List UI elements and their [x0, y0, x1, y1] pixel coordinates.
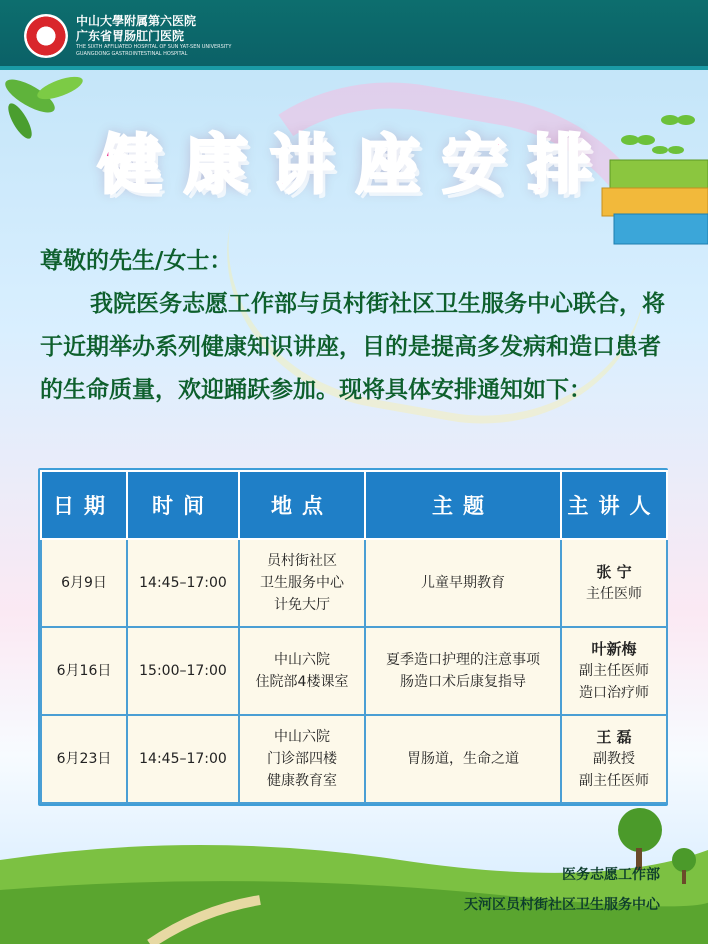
cell-topic [365, 539, 561, 627]
cell-speaker [561, 627, 667, 715]
place-line: 卫生服务中心 [260, 575, 344, 591]
cell-date: 6月23日 [41, 715, 127, 803]
hospital-name-line1: 中山大學附属第六医院 [76, 14, 197, 28]
table-header-row [41, 471, 667, 539]
speaker-name: 王 磊 [596, 728, 632, 746]
topic-line: 儿童早期教育 [421, 575, 505, 591]
intro-body: 我院医务志愿工作部与员村街社区卫生服务中心联合，将于近期举办系列健康知识讲座，目的是提高多发病和造口患者的生命质量，欢迎踊跃参加。现将具体安排通知如下： [40, 291, 665, 403]
hospital-name-block [76, 14, 231, 58]
cell-topic [365, 715, 561, 803]
speaker-name: 叶新梅 [591, 640, 637, 658]
cell-place [239, 539, 365, 627]
hospital-name-english1: THE SIXTH AFFILIATED HOSPITAL OF SUN YAT-SEN UNIVERSITY [76, 44, 232, 50]
speaker-title: 主任医师 [586, 586, 642, 602]
header-speaker: 主讲人 [561, 471, 667, 539]
place-line: 中山六院 [274, 652, 330, 668]
hospital-header-bar [0, 0, 708, 70]
header-place: 地点 [239, 471, 365, 539]
cell-date: 6月9日 [41, 539, 127, 627]
speaker-name: 张 宁 [596, 563, 632, 581]
cell-speaker [561, 715, 667, 803]
header-date: 日期 [41, 471, 127, 539]
cell-time: 14:45–17:00 [127, 715, 239, 803]
schedule-table-container [38, 468, 668, 806]
topic-line: 夏季造口护理的注意事项 [386, 652, 540, 668]
place-line: 门诊部四楼 [267, 751, 337, 767]
cell-place [239, 627, 365, 715]
page-title: 健康讲座安排 [98, 129, 614, 203]
hospital-name-english2: GUANGDONG GASTROINTESTINAL HOSPITAL [76, 51, 188, 57]
speaker-title: 副主任医师 [579, 773, 649, 789]
place-line: 住院部4楼课室 [255, 674, 349, 690]
cell-place [239, 715, 365, 803]
cell-time: 15:00–17:00 [127, 627, 239, 715]
place-line: 中山六院 [274, 729, 330, 745]
place-line: 员村街社区 [267, 553, 337, 569]
organizer-footer [464, 860, 660, 920]
header-topic: 主题 [365, 471, 561, 539]
speaker-title: 副主任医师 [579, 663, 649, 679]
table-row [41, 539, 667, 627]
speaker-title: 副教授 [593, 751, 635, 767]
cell-topic [365, 627, 561, 715]
place-line: 健康教育室 [267, 773, 337, 789]
place-line: 计免大厅 [274, 597, 330, 613]
schedule-table [40, 470, 668, 804]
cell-time: 14:45–17:00 [127, 539, 239, 627]
cell-date: 6月16日 [41, 627, 127, 715]
table-row [41, 627, 667, 715]
header-time: 时间 [127, 471, 239, 539]
topic-line: 肠造口术后康复指导 [400, 674, 526, 690]
footer-line1: 医务志愿工作部 [562, 867, 660, 883]
footer-line2: 天河区员村街社区卫生服务中心 [464, 897, 660, 913]
topic-line: 胃肠道，生命之道 [407, 751, 519, 767]
salutation: 尊敬的先生/女士： [40, 248, 233, 274]
cell-speaker [561, 539, 667, 627]
hospital-name-line2: 广东省胃肠肛门医院 [76, 29, 185, 43]
speaker-title: 造口治疗师 [579, 685, 649, 701]
hospital-logo-icon [24, 14, 68, 58]
table-row [41, 715, 667, 803]
intro-text [40, 240, 680, 412]
